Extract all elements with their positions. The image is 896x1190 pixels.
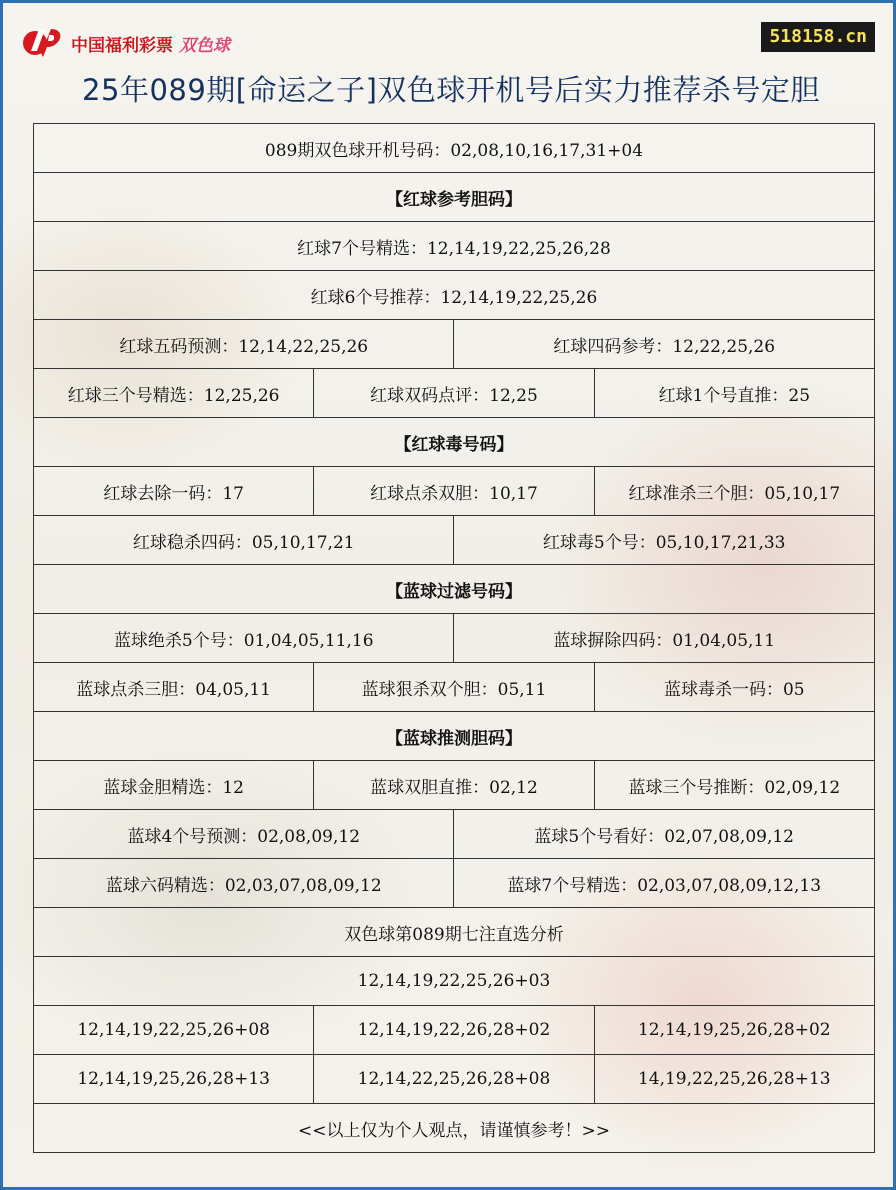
red-kill-one-cell: 红球去除一码：17 xyxy=(34,467,314,516)
pick-item: 12,14,19,25,26,28+13 xyxy=(34,1055,314,1104)
table-row xyxy=(34,957,875,1006)
blue-pick-four-cell: 蓝球4个号预测：02,08,09,12 xyxy=(34,810,454,859)
table-row xyxy=(34,271,875,320)
table-row xyxy=(34,124,875,173)
blue-filter-heading: 【蓝球过滤号码】 xyxy=(34,565,875,614)
blue-pick-six-cell: 蓝球六码精选：02,03,07,08,09,12 xyxy=(34,859,454,908)
blue-pick-two-cell: 蓝球双胆直推：02,12 xyxy=(314,761,594,810)
red-kill-three-cell: 红球准杀三个胆：05,10,17 xyxy=(594,467,874,516)
blue-pick-five-cell: 蓝球5个号看好：02,07,08,09,12 xyxy=(454,810,874,859)
blue-pick-seven-cell: 蓝球7个号精选：02,03,07,08,09,12,13 xyxy=(454,859,874,908)
table-row xyxy=(34,1104,875,1153)
picks-heading: 双色球第089期七注直选分析 xyxy=(34,908,875,957)
lottery-logo-icon xyxy=(21,23,65,63)
disclaimer-cell: <<以上仅为个人观点，请谨慎参考！>> xyxy=(34,1104,875,1153)
blue-kill-two-cell: 蓝球狠杀双个胆：05,11 xyxy=(314,663,594,712)
table-row xyxy=(34,908,875,957)
logo-text: 中国福利彩票 xyxy=(71,35,173,56)
red-kill-four-cell: 红球稳杀四码：05,10,17,21 xyxy=(34,516,454,565)
table-row xyxy=(34,222,875,271)
blue-kill-one-cell: 蓝球毒杀一码：05 xyxy=(594,663,874,712)
red-one-cell: 红球1个号直推：25 xyxy=(594,369,874,418)
blue-kill-four-cell: 蓝球摒除四码：01,04,05,11 xyxy=(454,614,874,663)
red-kill-two-cell: 红球点杀双胆：10,17 xyxy=(314,467,594,516)
red-kill-five-cell: 红球毒5个号：05,10,17,21,33 xyxy=(454,516,874,565)
blue-pick-three-cell: 蓝球三个号推断：02,09,12 xyxy=(594,761,874,810)
table-row xyxy=(34,1006,875,1055)
table-row xyxy=(34,712,875,761)
table-row xyxy=(34,369,875,418)
site-badge[interactable]: 518158.cn xyxy=(761,22,875,52)
table-row xyxy=(34,1055,875,1104)
red-kill-heading: 【红球毒号码】 xyxy=(34,418,875,467)
table-row xyxy=(34,859,875,908)
table-row xyxy=(34,614,875,663)
blue-pick-heading: 【蓝球推测胆码】 xyxy=(34,712,875,761)
table-row xyxy=(34,516,875,565)
red-four-cell: 红球四码参考：12,22,25,26 xyxy=(454,320,874,369)
blue-kill-five-cell: 蓝球绝杀5个号：01,04,05,11,16 xyxy=(34,614,454,663)
open-numbers-cell: 089期双色球开机号码：02,08,10,16,17,31+04 xyxy=(34,124,875,173)
red-five-cell: 红球五码预测：12,14,22,25,26 xyxy=(34,320,454,369)
table-row xyxy=(34,467,875,516)
red-three-cell: 红球三个号精选：12,25,26 xyxy=(34,369,314,418)
table-row xyxy=(34,320,875,369)
page-title: 25年089期[命运之子]双色球开机号后实力推荐杀号定胆 xyxy=(82,73,820,107)
table-row xyxy=(34,173,875,222)
pick-item: 14,19,22,25,26,28+13 xyxy=(594,1055,874,1104)
red-six-cell: 红球6个号推荐：12,14,19,22,25,26 xyxy=(34,271,875,320)
lottery-logo xyxy=(21,23,230,63)
pick-item: 12,14,19,22,25,26+03 xyxy=(34,957,875,1006)
pick-item: 12,14,22,25,26,28+08 xyxy=(314,1055,594,1104)
table-row xyxy=(34,761,875,810)
logo-sub-text: 双色球 xyxy=(179,35,230,56)
red-seven-cell: 红球7个号精选：12,14,19,22,25,26,28 xyxy=(34,222,875,271)
blue-kill-three-cell: 蓝球点杀三胆：04,05,11 xyxy=(34,663,314,712)
prediction-table xyxy=(33,123,875,1153)
table-row xyxy=(34,810,875,859)
table-row xyxy=(34,565,875,614)
table-row xyxy=(34,663,875,712)
pick-item: 12,14,19,22,25,26+08 xyxy=(34,1006,314,1055)
pick-item: 12,14,19,25,26,28+02 xyxy=(594,1006,874,1055)
table-row xyxy=(34,418,875,467)
blue-pick-one-cell: 蓝球金胆精选：12 xyxy=(34,761,314,810)
red-ref-heading: 【红球参考胆码】 xyxy=(34,173,875,222)
pick-item: 12,14,19,22,26,28+02 xyxy=(314,1006,594,1055)
red-two-cell: 红球双码点评：12,25 xyxy=(314,369,594,418)
